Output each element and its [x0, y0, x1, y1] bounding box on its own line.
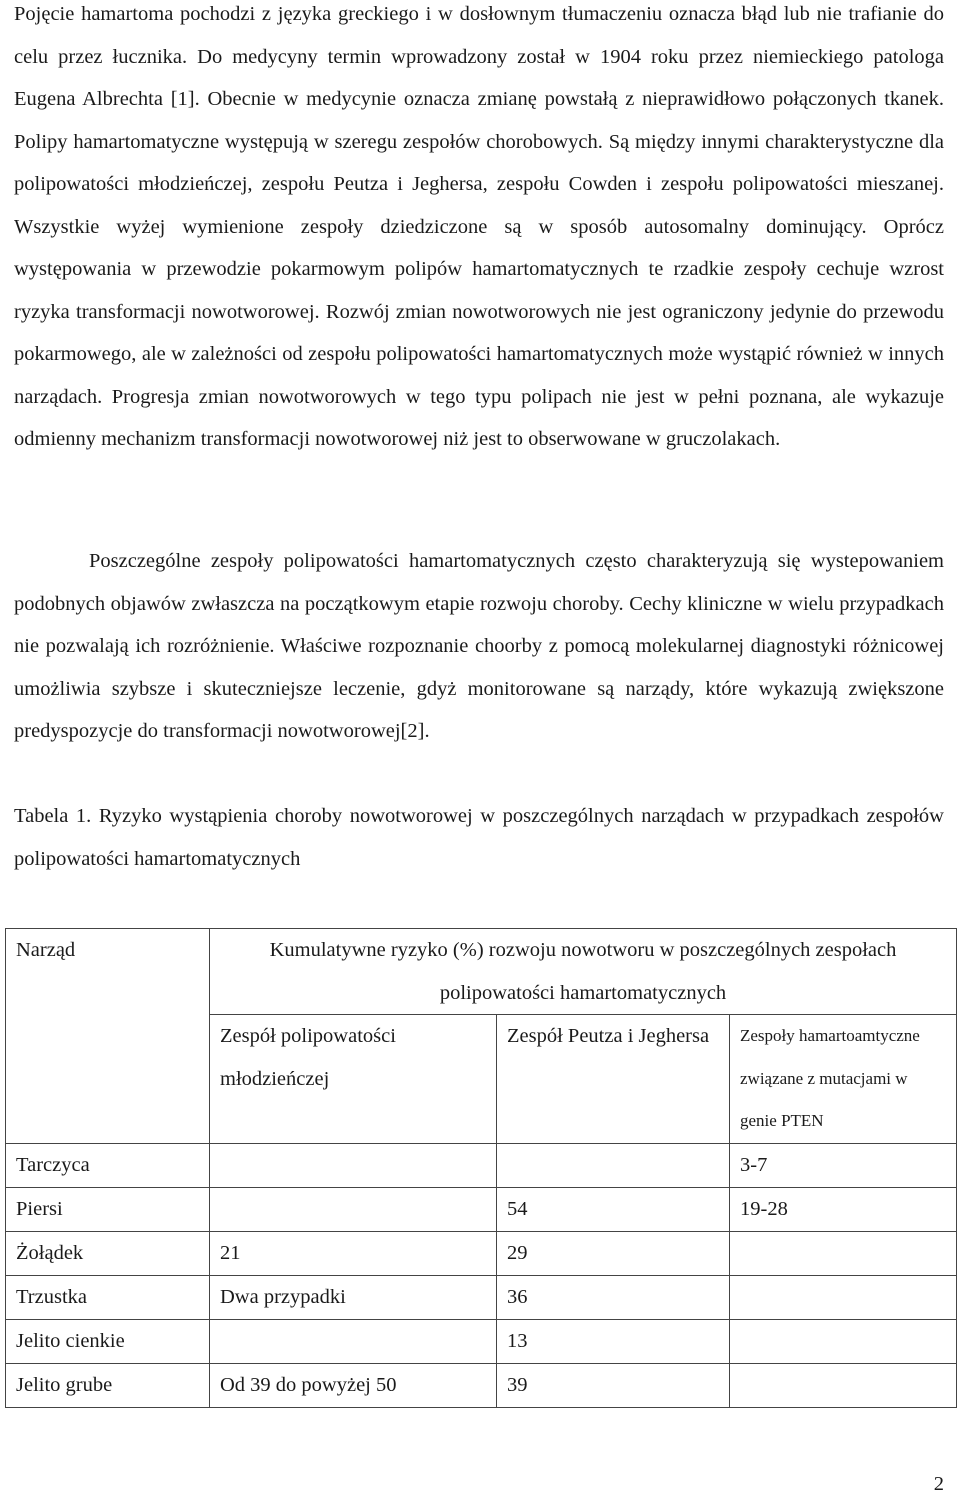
cell-pten [730, 1275, 957, 1319]
risk-table [5, 928, 957, 1408]
cell-pten [730, 1319, 957, 1363]
cell-juvenile [210, 1143, 497, 1187]
header-juvenile-polyposis: Zespół polipowatości młodzieńczej [210, 1015, 497, 1144]
cell-peutz-jeghers: 36 [497, 1275, 730, 1319]
cell-organ: Jelito grube [6, 1363, 210, 1407]
table-caption: Tabela 1. Ryzyko wystąpienia choroby nowotworowej w poszczególnych narządach w przypadkach zespołów polipowatości hamartomatycznych [14, 805, 944, 870]
page-number: 2 [933, 1473, 944, 1495]
cell-peutz-jeghers: 29 [497, 1231, 730, 1275]
cell-organ: Jelito cienkie [6, 1319, 210, 1363]
cell-organ: Tarczyca [6, 1143, 210, 1187]
header-peutz-jeghers: Zespół Peutza i Jeghersa [497, 1015, 730, 1144]
cell-peutz-jeghers: 39 [497, 1363, 730, 1407]
cell-pten: 3-7 [730, 1143, 957, 1187]
cell-organ: Trzustka [6, 1275, 210, 1319]
cell-juvenile: Dwa przypadki [210, 1275, 497, 1319]
cell-juvenile [210, 1319, 497, 1363]
cell-peutz-jeghers: 13 [497, 1319, 730, 1363]
cell-organ: Piersi [6, 1187, 210, 1231]
paragraph-intro: Pojęcie hamartoma pochodzi z języka greckiego i w dosłownym tłumaczeniu oznacza błąd lub nie trafianie do celu przez łucznika. Do medycyny termin wprowadzony został w 1904 roku przez niemieckiego patologa Eugena Albrechta [1]. Obecnie w medycynie oznacza zmianę powstałą z nieprawidłowo połączonych tkanek. Polipy hamartomatyczne występują w szeregu zespołów chorobowych. Są między innymi charakterystyczne dla polipowatości młodzieńczej, zespołu Peutza i Jeghersa, zespołu Cowden i zespołu polipowatości mieszanej. Wszystkie wyżej wymienione zespoły dziedziczone są w sposób autosomalny dominujący. Oprócz występowania w przewodzie pokarmowym polipów hamartomatycznych te rzadkie zespoły cechuje wzrost ryzyka transformacji nowotworowej. Rozwój zmian nowotworowych nie jest ograniczony jedynie do przewodu pokarmowego, ale w zależności od zespołu polipowatości hamartomatycznych może wystąpić również w innych narządach. Progresja zmian nowotworowych w tego typu polipach nie jest w pełni poznana, ale wykazuje odmienny mechanizm transformacji nowotworowej niż jest to obserwowane w gruczolakach. [14, 3, 944, 450]
table-row [6, 1363, 957, 1407]
table-row [6, 1231, 957, 1275]
paragraph-diagnosis: Poszczególne zespoły polipowatości hamartomatycznych często charakteryzują się wystepowaniem podobnych objawów zwłaszcza na początkowym etapie rozwoju choroby. Cechy kliniczne w wielu przypadkach nie pozwalają ich rozróżnienie. Właściwe rozpoznanie choorby z pomocą molekularnej diagnostyki różnicowej umożliwia szybsze i skuteczniejsze leczenie, gdyż monitorowane są narządy, które wykazują zwiększone predyspozycje do transformacji nowotworowej[2]. [14, 550, 944, 742]
table-row [6, 1187, 957, 1231]
cell-pten [730, 1231, 957, 1275]
cell-juvenile: Od 39 do powyżej 50 [210, 1363, 497, 1407]
table-row [6, 1319, 957, 1363]
cell-pten: 19-28 [730, 1187, 957, 1231]
cell-peutz-jeghers [497, 1143, 730, 1187]
table-row [6, 1143, 957, 1187]
header-cumulative-risk: Kumulatywne ryzyko (%) rozwoju nowotworu w poszczególnych zespołach polipowatości hamartomatycznych [210, 929, 957, 1015]
cell-organ: Żołądek [6, 1231, 210, 1275]
header-organ: Narząd [6, 929, 210, 1144]
cell-juvenile: 21 [210, 1231, 497, 1275]
cell-juvenile [210, 1187, 497, 1231]
table-header-row [6, 929, 957, 1015]
cell-peutz-jeghers: 54 [497, 1187, 730, 1231]
cell-pten [730, 1363, 957, 1407]
table-row [6, 1275, 957, 1319]
header-pten-syndromes: Zespoły hamartoamtyczne związane z mutacjami w genie PTEN [730, 1015, 957, 1144]
